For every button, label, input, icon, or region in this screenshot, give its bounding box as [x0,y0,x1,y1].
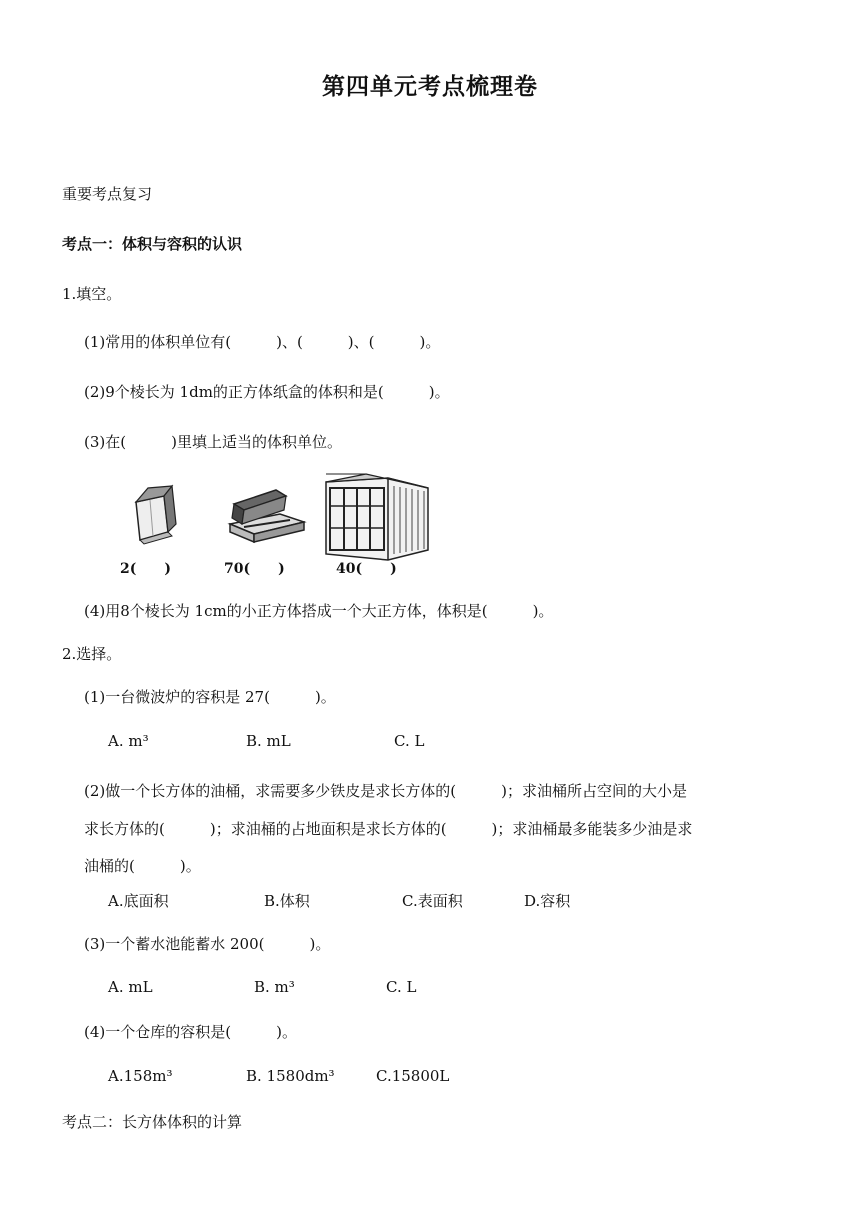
question-1-2: (2)9个棱长为 1dm的正方体纸盒的体积和是( )。 [84,383,450,401]
question-2-heading: 2.选择。 [62,645,122,663]
option-2-1-c: C. L [394,732,425,750]
question-2-1: (1)一台微波炉的容积是 27( )。 [84,688,336,706]
question-2-2-line1: (2)做一个长方体的油桶，求需要多少铁皮是求长方体的( )；求油桶所占空间的大小是 [84,782,687,800]
pencil-box-icon [220,484,310,554]
option-2-1-a: A. m³ [108,732,149,750]
section-heading: 重要考点复习 [62,185,153,203]
question-1-4: (4)用8个棱长为 1cm的小正方体搭成一个大正方体，体积是( )。 [84,602,554,620]
option-2-4-c: C.15800L [376,1067,450,1085]
unit-figure [116,470,436,582]
option-2-3-c: C. L [386,978,417,996]
question-2-2-line2: 求长方体的( )；求油桶的占地面积是求长方体的( )；求油桶最多能装多少油是求 [84,820,693,838]
question-2-3: (3)一个蓄水池能蓄水 200( )。 [84,935,331,953]
shipping-container-icon [322,470,432,565]
option-2-1-b: B. mL [246,732,291,750]
caption-container: 40( ) [336,561,397,577]
option-2-2-b: B.体积 [264,892,310,910]
question-2-4: (4)一个仓库的容积是( )。 [84,1023,297,1041]
option-2-2-d: D.容积 [524,892,571,910]
caption-book: 2( ) [120,561,171,577]
point-two-heading: 考点二：长方体体积的计算 [62,1113,243,1131]
option-2-2-c: C.表面积 [402,892,463,910]
book-icon [128,482,188,552]
option-2-3-b: B. m³ [254,978,295,996]
point-one-heading: 考点一：体积与容积的认识 [62,235,243,253]
option-2-4-b: B. 1580dm³ [246,1067,335,1085]
question-1-3: (3)在( )里填上适当的体积单位。 [84,433,342,451]
question-1-heading: 1.填空。 [62,285,122,303]
page-title: 第四单元考点梳理卷 [322,74,538,100]
question-1-1: (1)常用的体积单位有( )、( )、( )。 [84,333,441,351]
caption-pencil-box: 70( ) [224,561,285,577]
option-2-2-a: A.底面积 [108,892,169,910]
question-2-2-line3: 油桶的( )。 [84,857,201,875]
option-2-4-a: A.158m³ [108,1067,173,1085]
option-2-3-a: A. mL [108,978,153,996]
